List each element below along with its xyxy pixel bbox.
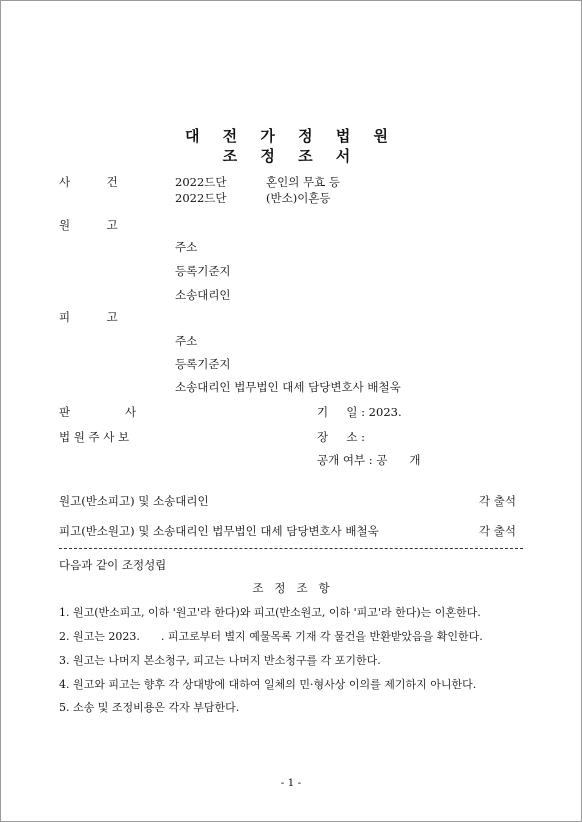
court-name: 대 전 가 정 법 원 — [184, 127, 398, 145]
defendant-label: 피 고 — [59, 310, 118, 324]
attendance-status-1: 각 출석 — [479, 494, 516, 508]
case-number-2: 2022드단 — [175, 191, 227, 205]
defendant-agent: 소송대리인 법무법인 대세 담당변호사 배철욱 — [175, 380, 401, 394]
document-title: 조 정 조 서 — [222, 147, 360, 165]
clause-1: 1. 원고(반소피고, 이하 '원고'라 한다)와 피고(반소원고, 이하 '피고'라 한다)는 이혼한다. — [59, 606, 481, 619]
plaintiff-agent: 소송대리인 — [175, 288, 231, 302]
public-status: 공개 여부 : 공 개 — [317, 453, 421, 467]
plaintiff-registry: 등록기준지 — [175, 264, 231, 278]
clause-3: 3. 원고는 나머지 본소청구, 피고는 나머지 반소청구를 각 포기한다. — [59, 654, 381, 667]
dashed-divider — [59, 548, 523, 549]
case-name-1: 혼인의 무효 등 — [266, 175, 340, 189]
defendant-registry: 등록기준지 — [175, 357, 231, 371]
settlement-intro: 다음과 같이 조정성립 — [59, 558, 167, 572]
defendant-address: 주소 — [175, 334, 198, 348]
attendance-party-2: 피고(반소원고) 및 소송대리인 법무법인 대세 담당변호사 배철욱 — [59, 524, 379, 538]
hearing-date: 기 일 : 2023. — [317, 405, 402, 419]
page-number: - 1 - — [280, 777, 302, 789]
case-name-2: (반소)이혼등 — [266, 191, 331, 205]
settlement-heading: 조 정 조 항 — [252, 581, 330, 595]
clause-2: 2. 원고는 2023. . 피고로부터 별지 예물목록 기재 각 물건을 반환받았음을 확인한다. — [59, 630, 483, 643]
clause-4: 4. 원고와 피고는 향후 각 상대방에 대하여 일체의 민·형사상 이의를 제기하지 아니한다. — [59, 678, 477, 691]
plaintiff-address: 주소 — [175, 240, 198, 254]
case-label: 사 건 — [59, 175, 118, 189]
judge-label: 판 사 — [59, 405, 137, 419]
plaintiff-label: 원 고 — [59, 218, 118, 232]
clause-5: 5. 소송 및 조정비용은 각자 부담한다. — [59, 701, 240, 714]
attendance-party-1: 원고(반소피고) 및 소송대리인 — [59, 494, 209, 508]
clerk-label: 법 원 주 사 보 — [59, 430, 130, 444]
attendance-status-2: 각 출석 — [479, 524, 516, 538]
hearing-place: 장 소 : — [317, 430, 366, 444]
case-number-1: 2022드단 — [175, 175, 227, 189]
